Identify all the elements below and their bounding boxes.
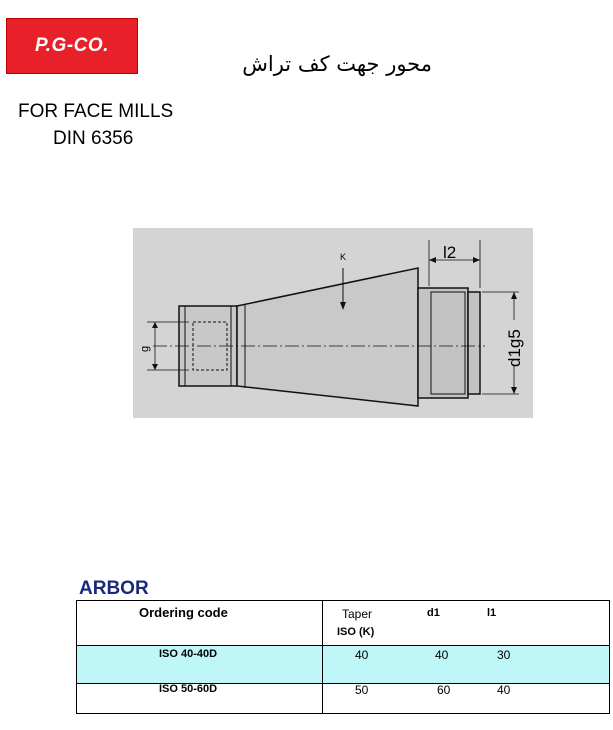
company-logo xyxy=(6,18,138,74)
subtitle-line-1: FOR FACE MILLS xyxy=(18,101,174,122)
header-l1: l1 xyxy=(487,607,497,619)
header-taper: Taper xyxy=(342,607,373,621)
cell-taper: 40 xyxy=(355,648,369,662)
table-row xyxy=(77,683,609,713)
cell-code: ISO 40-40D xyxy=(159,648,218,660)
label-d1g5: d1g5 xyxy=(505,329,524,367)
label-g: g xyxy=(139,345,151,352)
cell-taper: 50 xyxy=(355,683,369,697)
header-taper-iso: ISO (K) xyxy=(337,626,375,638)
cell-l1: 40 xyxy=(497,683,511,697)
table-row xyxy=(77,645,609,684)
label-k: K xyxy=(340,252,347,262)
header-d1: d1 xyxy=(427,607,440,619)
page-title: محور جهت کف تراش xyxy=(242,52,432,76)
cell-l1: 30 xyxy=(497,648,511,662)
section-title: ARBOR xyxy=(79,578,149,599)
subtitle-line-2: DIN 6356 xyxy=(53,128,134,149)
label-l2: l2 xyxy=(443,243,457,262)
column-divider xyxy=(322,601,323,713)
cell-code: ISO 50-60D xyxy=(159,683,218,695)
header-ordering-code: Ordering code xyxy=(139,605,228,620)
ordering-table xyxy=(76,600,610,714)
table-header-row xyxy=(77,601,609,644)
cell-d1: 60 xyxy=(437,683,451,697)
cell-d1: 40 xyxy=(435,648,449,662)
logo-text: P.G-CO. xyxy=(35,35,109,56)
arbor-technical-drawing xyxy=(133,228,533,418)
